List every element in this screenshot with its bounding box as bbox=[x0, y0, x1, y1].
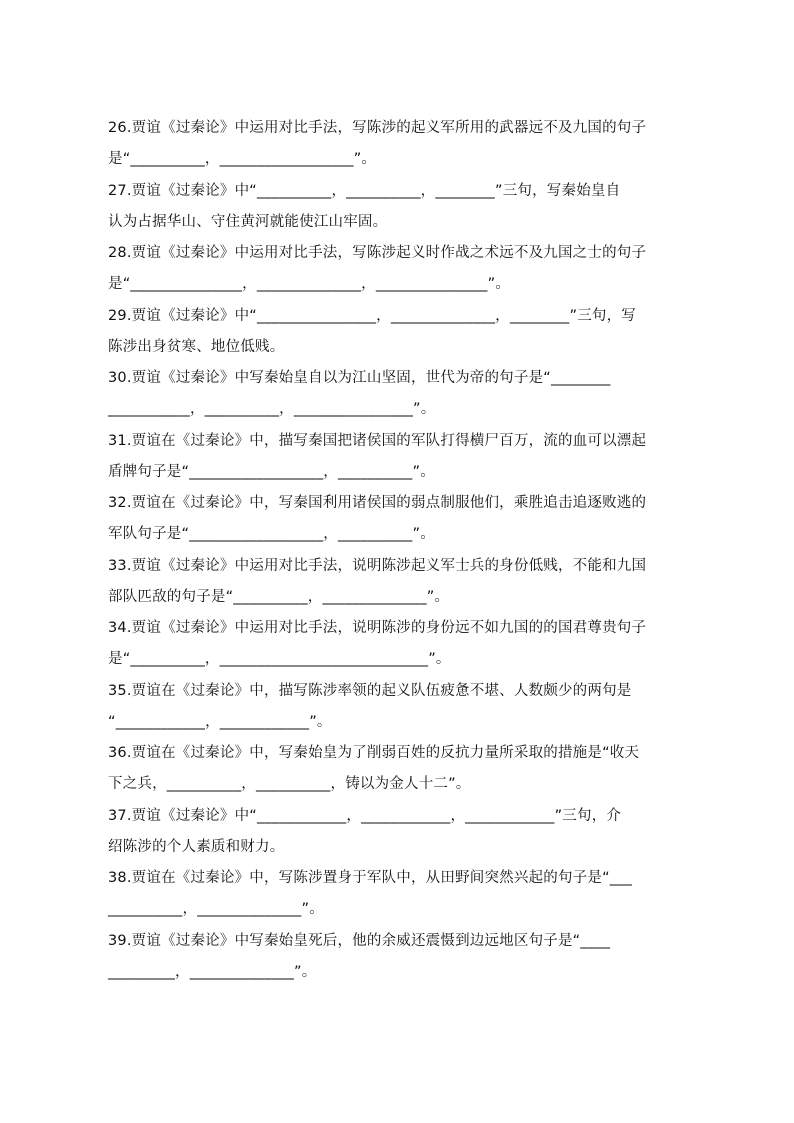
question-text[interactable]: 贾谊《过秦论》中写秦始皇自以为江山坚固，世代为帝的句子是“________ bbox=[131, 370, 611, 386]
question-text[interactable]: 贾谊《过秦论》中写秦始皇死后，他的余威还震慑到边远地区句子是“____ bbox=[131, 933, 611, 949]
question-number: 32. bbox=[108, 495, 132, 511]
question-39-line-1[interactable] bbox=[108, 925, 688, 957]
question-34-line-1 bbox=[108, 612, 688, 644]
question-33-line-1 bbox=[108, 550, 688, 582]
question-38-line-2[interactable]: __________，______________”。 bbox=[108, 901, 324, 917]
question-text: 贾谊《过秦论》中运用对比手法，写陈涉起义时作战之术远不及九国之士的句子 bbox=[131, 245, 647, 261]
question-27-line-1[interactable] bbox=[108, 175, 688, 207]
question-text: 贾谊《过秦论》中运用对比手法，说明陈涉的身份远不如九国的的国君尊贵句子 bbox=[131, 620, 647, 636]
question-27-line-2: 认为占据华山、守住黄河就能使江山牢固。 bbox=[108, 214, 388, 230]
question-32-line-2[interactable]: 军队句子是“__________________，__________”。 bbox=[108, 526, 435, 542]
question-32-line-1 bbox=[108, 487, 688, 519]
question-number: 33. bbox=[108, 558, 132, 574]
question-text: 贾谊在《过秦论》中，描写秦国把诸侯国的军队打得横尸百万，流的血可以漂起 bbox=[131, 433, 647, 449]
question-30-line-1[interactable] bbox=[108, 362, 688, 394]
question-number: 30. bbox=[108, 370, 132, 386]
question-35-line-2[interactable]: “____________，____________”。 bbox=[108, 714, 332, 730]
question-36-line-2[interactable]: 下之兵，__________，__________，铸以为金人十二”。 bbox=[108, 776, 471, 792]
question-text[interactable]: 贾谊《过秦论》中“________________，______________，________”三句，写 bbox=[131, 308, 636, 324]
question-30-line-2[interactable]: ___________，__________，________________”。 bbox=[108, 401, 436, 417]
question-number: 26. bbox=[108, 120, 132, 136]
question-28-line-2[interactable]: 是“_______________，______________，_______________”。 bbox=[108, 276, 511, 292]
question-text: 贾谊《过秦论》中运用对比手法，说明陈涉起义军士兵的身份低贱，不能和九国 bbox=[131, 558, 647, 574]
question-number: 29. bbox=[108, 308, 132, 324]
question-text[interactable]: 贾谊在《过秦论》中，写陈涉置身于军队中，从田野间突然兴起的句子是“___ bbox=[131, 870, 633, 886]
question-text: 贾谊在《过秦论》中，写秦始皇为了削弱百姓的反抗力量所采取的措施是“收天 bbox=[131, 745, 640, 761]
question-39-line-2[interactable]: _________，______________”。 bbox=[108, 964, 317, 980]
question-28-line-1 bbox=[108, 237, 688, 269]
question-31-line-2[interactable]: 盾牌句子是“__________________，__________”。 bbox=[108, 464, 435, 480]
question-26-line-2[interactable]: 是“__________，__________________”。 bbox=[108, 151, 377, 167]
question-35-line-1 bbox=[108, 675, 688, 707]
question-number: 38. bbox=[108, 870, 132, 886]
question-text: 贾谊在《过秦论》中，描写陈涉率领的起义队伍疲惫不堪、人数颇少的两句是 bbox=[131, 683, 632, 699]
question-33-line-2[interactable]: 部队匹敌的句子是“__________，______________”。 bbox=[108, 589, 450, 605]
question-29-line-2: 陈涉出身贫寒、地位低贱。 bbox=[108, 339, 285, 355]
question-26-line-1 bbox=[108, 112, 688, 144]
question-number: 37. bbox=[108, 808, 132, 824]
question-text[interactable]: 贾谊《过秦论》中“__________，__________，________”三句，写秦始皇自 bbox=[131, 183, 621, 199]
question-37-line-2: 绍陈涉的个人素质和财力。 bbox=[108, 839, 285, 855]
question-number: 27. bbox=[108, 183, 132, 199]
question-37-line-1[interactable] bbox=[108, 800, 688, 832]
question-text: 贾谊在《过秦论》中，写秦国利用诸侯国的弱点制服他们，乘胜追击追逐败逃的 bbox=[131, 495, 647, 511]
question-38-line-1[interactable] bbox=[108, 862, 688, 894]
question-number: 28. bbox=[108, 245, 132, 261]
question-31-line-1 bbox=[108, 425, 688, 457]
question-number: 34. bbox=[108, 620, 132, 636]
question-number: 31. bbox=[108, 433, 132, 449]
question-number: 35. bbox=[108, 683, 132, 699]
question-text[interactable]: 贾谊《过秦论》中“____________，____________，____________”三句，介 bbox=[131, 808, 622, 824]
question-29-line-1[interactable] bbox=[108, 300, 688, 332]
question-number: 39. bbox=[108, 933, 132, 949]
question-number: 36. bbox=[108, 745, 132, 761]
question-text: 贾谊《过秦论》中运用对比手法，写陈涉的起义军所用的武器远不及九国的句子 bbox=[131, 120, 647, 136]
question-34-line-2[interactable]: 是“__________，____________________________”。 bbox=[108, 651, 451, 667]
question-36-line-1 bbox=[108, 737, 688, 769]
